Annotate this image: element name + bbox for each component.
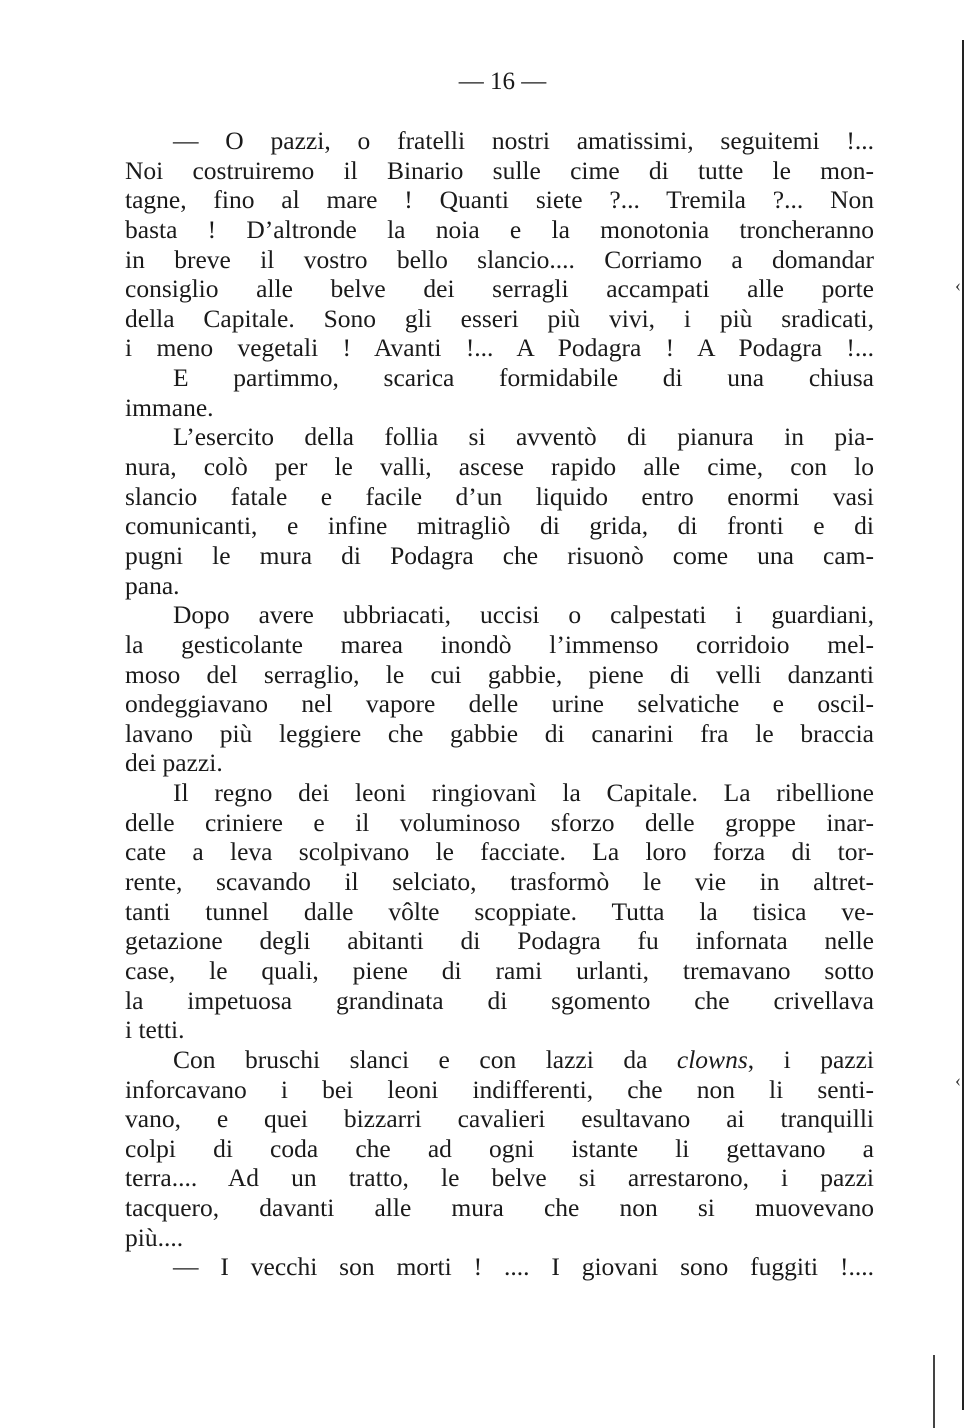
text-line: Il regno dei leoni ringiovanì la Capitale. La ribellione — [173, 778, 874, 808]
text-line: immane. — [125, 392, 214, 422]
text-line: L’esercito della follia si avventò di pianura in pia- — [173, 422, 874, 452]
italic-word: clowns — [676, 1044, 748, 1074]
text-line — [125, 1045, 874, 1075]
text-line: pana. — [125, 570, 180, 600]
text-line: — O pazzi, o fratelli nostri amatissimi, seguitemi !... — [173, 126, 874, 155]
text-line: i meno vegetali ! Avanti !... A Podagra ! A Podagra !... — [125, 333, 874, 363]
text-line: E partimmo, scarica formidabile di una chiusa — [173, 363, 874, 393]
text-line: colpi di coda che ad ogni istante li gettavano a — [125, 1133, 874, 1163]
text-line: terra.... Ad un tratto, le belve si arrestarono, i pazzi — [125, 1163, 874, 1193]
text-line: più.... — [125, 1222, 184, 1252]
text-line: dei pazzi. — [125, 748, 223, 778]
text-line: la impetuosa grandinata di sgomento che crivellava — [125, 985, 874, 1015]
text-segment: Con bruschi slanci e con lazzi da — [173, 1044, 677, 1074]
paragraph — [125, 600, 874, 778]
text-line: — I vecchi son morti ! .... I giovani sono fuggiti !.... — [173, 1252, 874, 1282]
paragraph — [125, 778, 874, 1045]
text-line: i tetti. — [125, 1015, 185, 1045]
text-line: della Capitale. Sono gli esseri più vivi, i più sradicati, — [125, 303, 874, 333]
text-line: tacquero, davanti alle mura che non si muovevano — [125, 1193, 874, 1223]
text-line: in breve il vostro bello slancio.... Corriamo a domandar — [125, 244, 874, 274]
paragraph — [125, 126, 874, 363]
text-line: ondeggiavano nel vapore delle urine selvatiche e oscil- — [125, 689, 874, 719]
text-line: vano, e quei bizzarri cavalieri esultavano ai tranquilli — [125, 1104, 874, 1134]
body-text — [125, 126, 874, 1282]
margin-mark: ‹ — [955, 275, 961, 295]
paragraph — [125, 363, 874, 422]
paragraph — [125, 1045, 874, 1252]
text-line: lavano più leggiere che gabbie di canarini fra le braccia — [125, 718, 874, 748]
text-segment: , i pazzi — [747, 1044, 875, 1074]
text-line: rente, scavando il selciato, trasformò le vie in altret- — [125, 867, 874, 897]
text-line: Dopo avere ubbriacati, uccisi o calpestati i guardiani, — [173, 600, 874, 630]
text-line: comunicanti, e infine mitragliò di grida, di fronti e di — [125, 511, 874, 541]
page-number: — 16 — — [458, 68, 547, 95]
text-line: consiglio alle belve dei serragli accampati alle porte — [125, 274, 874, 304]
text-line: la gesticolante marea inondò l’immenso corridoio mel- — [125, 629, 874, 659]
text-line: cate a leva scolpivano le facciate. La loro forza di tor- — [125, 837, 874, 867]
text-line: basta ! D’altronde la noia e la monotonia troncheranno — [125, 214, 874, 244]
page-edge-mark — [933, 1355, 935, 1428]
margin-mark: ‹ — [955, 1070, 961, 1090]
text-line: delle criniere e il voluminoso sforzo delle groppe inar- — [125, 807, 874, 837]
text-line: inforcavano i bei leoni indifferenti, che non li senti- — [125, 1074, 874, 1104]
page-edge — [962, 40, 964, 1410]
text-line: nura, colò per le valli, ascese rapido alle cime, con lo — [125, 452, 874, 482]
text-line: slancio fatale e facile d’un liquido entro enormi vasi — [125, 481, 874, 511]
text-line: tagne, fino al mare ! Quanti siete ?... Tremila ?... Non — [125, 185, 874, 215]
text-line: Noi costruiremo il Binario sulle cime di tutte le mon- — [125, 155, 874, 185]
text-line: getazione degli abitanti di Podagra fu infornata nelle — [125, 926, 874, 956]
text-line: pugni le mura di Podagra che risuonò come una cam- — [125, 540, 874, 570]
text-line: case, le quali, piene di rami urlanti, tremavano sotto — [125, 955, 874, 985]
text-line: tanti tunnel dalle vôlte scoppiate. Tutta la tisica ve- — [125, 896, 874, 926]
text-line: moso del serraglio, le cui gabbie, piene di velli danzanti — [125, 659, 874, 689]
paragraph — [125, 1252, 874, 1282]
paragraph — [125, 422, 874, 600]
